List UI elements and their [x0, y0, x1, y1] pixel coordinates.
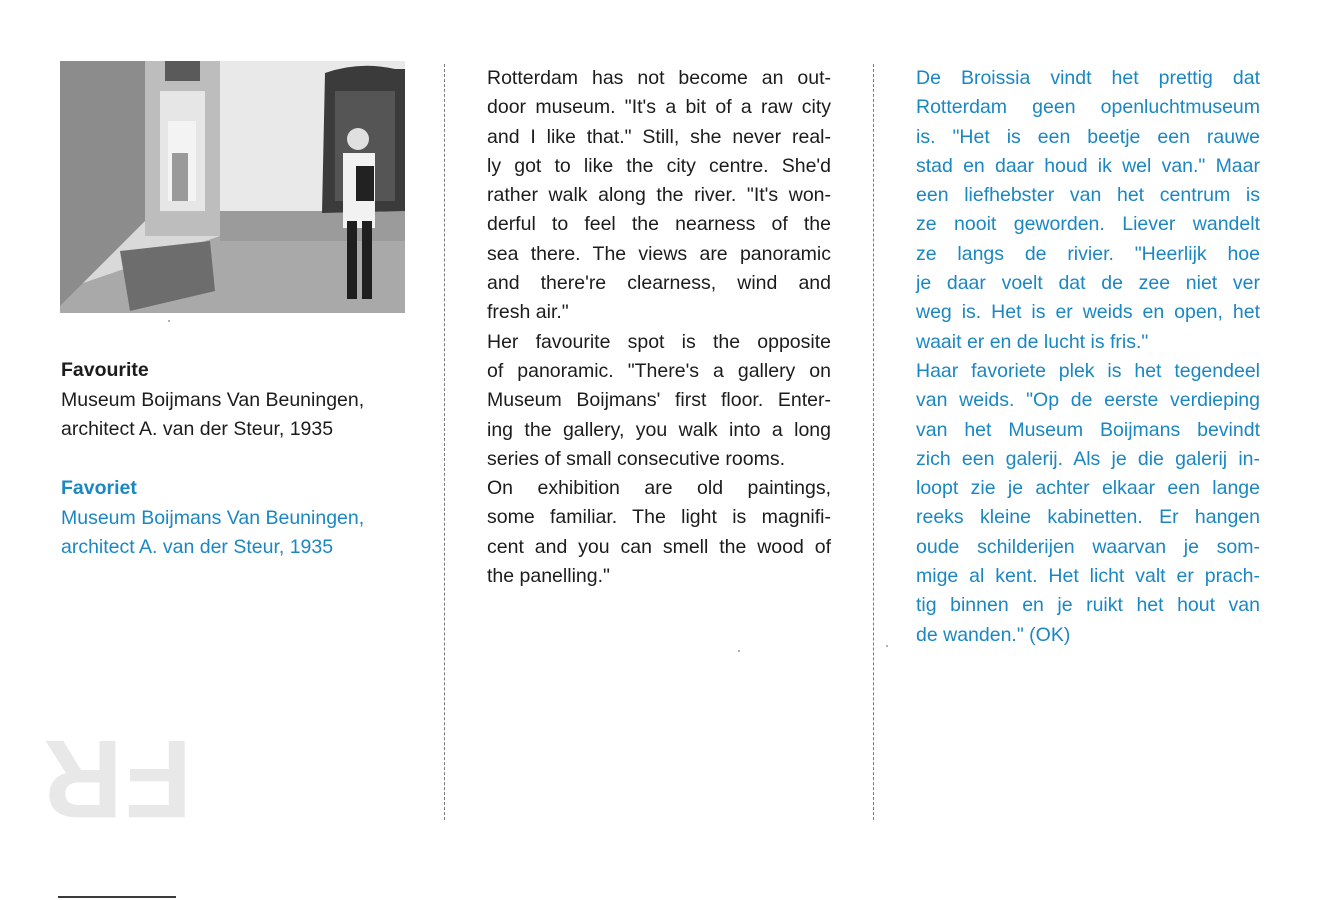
caption-dutch [61, 474, 411, 563]
text-line: De Broissia vindt het prettig dat [916, 67, 1260, 89]
text-line: je daar voelt dat de zee niet ver [916, 272, 1260, 295]
museum-gallery-photo [60, 61, 405, 313]
text-line: series of small consecutive rooms. [487, 447, 786, 470]
text-line: derful to feel the nearness of the [487, 213, 831, 236]
text-line: mige al kent. Het licht valt er prach- [916, 565, 1260, 588]
text-line: de wanden." (OK) [916, 623, 1071, 646]
text-line: weg is. Het is er weids en open, het [916, 301, 1260, 324]
text-line: Rotterdam has not become an out- [487, 67, 831, 89]
caption-english [61, 356, 411, 445]
text-line: waait er en de lucht is fris." [916, 330, 1149, 353]
gallery-photo-illustration [60, 61, 405, 313]
text-line: and there're clearness, wind and [487, 272, 831, 295]
text-line: the panelling." [487, 565, 610, 588]
caption-heading: Favourite [61, 359, 149, 381]
text-line: zich een galerij. Als je die galerij in- [916, 447, 1260, 470]
paper-speck [168, 320, 170, 322]
text-line: cent and you can smell the wood of [487, 535, 831, 558]
text-line: stad en daar houd ik wel van." Maar [916, 154, 1260, 177]
paper-speck [738, 650, 740, 652]
text-line: rather walk along the river. "It's won- [487, 184, 831, 207]
text-line: oude schilderijen waarvan je som- [916, 535, 1260, 558]
text-line: Her favourite spot is the opposite [487, 330, 831, 353]
caption-line: architect A. van der Steur, 1935 [61, 536, 334, 558]
dutch-text-column [916, 64, 1260, 650]
text-line: Haar favoriete plek is het tegendeel [916, 359, 1260, 382]
text-line: van het Museum Boijmans bevindt [916, 418, 1260, 441]
bottom-rule [58, 896, 176, 898]
fr-monogram: FR [41, 717, 192, 840]
text-line: ing the gallery, you walk into a long [487, 418, 831, 441]
column-divider [873, 64, 874, 820]
text-line: of panoramic. "There's a gallery on [487, 359, 831, 382]
text-line: some familiar. The light is magnifi- [487, 506, 831, 529]
caption-line: Museum Boijmans Van Beuningen, [61, 506, 365, 529]
caption-line: Museum Boijmans Van Beuningen, [61, 388, 365, 411]
text-line: fresh air." [487, 301, 569, 324]
paper-speck [886, 645, 888, 647]
english-text-column [487, 64, 831, 591]
text-line: Museum Boijmans' first floor. Enter- [487, 389, 831, 412]
text-line: is. "Het is een beetje een rauwe [916, 125, 1260, 148]
text-line: ly got to like the city centre. She'd [487, 154, 831, 177]
text-line: ze nooit geworden. Liever wandelt [916, 213, 1260, 236]
text-line: een liefhebster van het centrum is [916, 184, 1260, 207]
text-line: tig binnen en je ruikt het hout van [916, 594, 1260, 617]
text-line: van weids. "Op de eerste verdieping [916, 389, 1260, 412]
text-line: loopt zie je achter elkaar een lange [916, 477, 1260, 500]
text-line: and I like that." Still, she never real- [487, 125, 831, 148]
text-line: On exhibition are old paintings, [487, 477, 831, 500]
text-line: reeks kleine kabinetten. Er hangen [916, 506, 1260, 529]
caption-heading: Favoriet [61, 477, 137, 499]
column-divider [444, 64, 445, 820]
text-line: Rotterdam geen openluchtmuseum [916, 96, 1260, 119]
text-line: sea there. The views are panoramic [487, 242, 831, 265]
text-line: ze langs de rivier. "Heerlijk hoe [916, 242, 1260, 265]
caption-line: architect A. van der Steur, 1935 [61, 418, 334, 440]
text-line: door museum. "It's a bit of a raw city [487, 96, 831, 119]
